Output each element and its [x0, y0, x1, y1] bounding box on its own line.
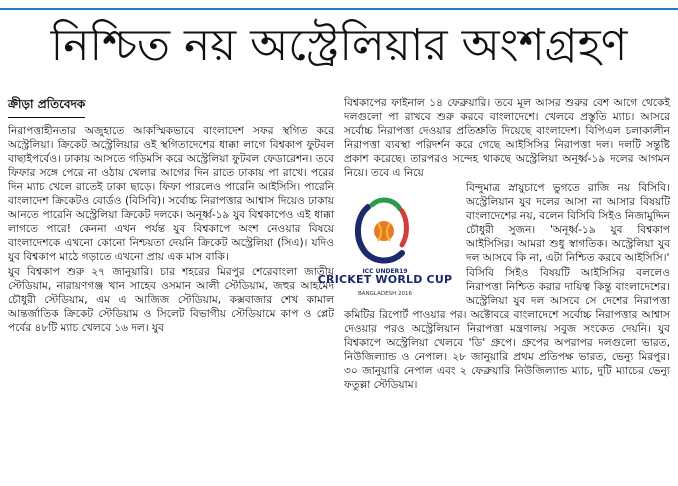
logo-text: CRICKET WORLD CUP [317, 273, 453, 286]
headline: নিশ্চিত নয় অস্ট্রেলিয়ার অংশগ্রহণ [50, 20, 628, 71]
article-column-left [8, 124, 334, 482]
paragraph: বিসিবি সিইও বিষয়টি আইসিসির বললেও নিরাপত্তা নিশ্চিত করার দায়িত্ব কিন্তু বাংলাদেশের। অস্ট্রেলিয়া যুব দল আসবে সে দেশের নিরাপত্তা কমিটির রিপোর্ট পাওয়ার পর। অক্টোবরে বাংলাদেশে সর্বোচ্চ নিরাপত্তার আশ্বাস দেওয়ার পরও অস্ট্রেলিয়ান নিরাপত্তা মন্ত্রণালয় সবুজ সংকেত দেয়নি। যুব বিশ্বকাপে অস্ট্রেলিয়া খেলবে 'ডি' গ্রুপে। গ্রুপের অপরাপর দলগুলো ভারত, নিউজিল্যান্ড ও নেপাল। ২৮ জানুয়ারি প্রথম প্রতিপক্ষ ভারত, ভেন্যু মিরপুর। ৩০ জানুয়ারি নেপাল এবং ২ ফেব্রুয়ারি নিউজিল্যান্ড ম্যাচ, দুটি ম্যাচের ভেন্যু ফতুল্লা স্টেডিয়াম। [344, 267, 670, 391]
logo-text: ICC UNDER19 [362, 268, 408, 275]
paragraph: নিরাপত্তাহীনতার অজুহাতে আকস্মিকভাবে বাংলাদেশ সফর স্থগিত করে অস্ট্রেলিয়া। ক্রিকেট অস্ট্রেলিয়ার ওই স্থগিতাদেশের ধাক্কা লাগে বিশ্বকাপ ফুটবল বাছাইপর্বেও। ঢাকায় আসতে গড়িমসি করে অস্ট্রেলিয়া ফুটবল ফেডারেশন। তবে ফিফার সঙ্গে পেরে না ওঠায় খেলার আগের দিন রাতে ঢাকায় পা রাখে। পরের দিন ম্যাচ খেলে রাতেই ঢাকা ছাড়ে। ফিফা পারলেও পারেনি আইসিসি। পারেনি বাংলাদেশ ক্রিকেটও বোর্ডও (বিসিবি)। সর্বোচ্চ নিরাপত্তার আশ্বাস দিয়েও ঢাকায় আনতে পারেনি অস্ট্রেলিয়া ক্রিকেট দলকে। অনূর্ধ্ব-১৯ যুব বিশ্বকাপেও এই ধাক্কা লাগতে পারে! কেননা এখন পর্যন্ত যুব বিশ্বকাপে অংশ নেওয়ার বিষয়ে বাংলাদেশকে এখনো কোনো নিশ্চয়তা দেয়নি ক্রিকেট অস্ট্রেলিয়া (সিএ)। যদিও যুব বিশ্বকাপ মাঠে গড়াতে এখনো প্রায় এক মাস বাকি। [8, 125, 334, 263]
paragraph: যুব বিশ্বকাপ শুরু ২৭ জানুয়ারি। চার শহরের মিরপুর শেরেবাংলা জাতীয় স্টেডিয়াম, নারায়ণগঞ্জ খান সাহেব ওসমান আলী স্টেডিয়াম, জহুর আহমেদ চৌধুরী স্টেডিয়াম, এম এ আজিজ স্টেডিয়াম, কক্সবাজার শেখ কামাল আন্তর্জাতিক ক্রিকেট স্টেডিয়াম ও সিলেট বিভাগীয় স্টেডিয়ামে কাপ ও প্লেট পর্বের ৪৮টি ম্যাচ খেলবে ১৬ দল। যুব [8, 266, 334, 334]
paragraph: বিন্দুমাত্র স্নায়ুচাপে ভুগতে রাজি নয় বিসিবি। অস্ট্রেলিয়ান যুব দলের আসা না আসার বিষয়টি বাংলাদেশের নয়, বলেন বিসিবি সিইও নিজামুদ্দিন চৌধুরী সুজন। 'অনূর্ধ্ব-১৯ যুব বিশ্বকাপ আইসিসির। আমরা শুধু স্বাগতিক। অস্ট্রেলিয়া যুব দল আসবে কি না, এটা নিশ্চিত করবে আইসিসি।' [466, 182, 671, 264]
top-rule [0, 0, 678, 10]
byline: ক্রীড়া প্রতিবেদক [8, 96, 85, 118]
world-cup-logo [310, 187, 460, 303]
article-column-right [317, 96, 671, 484]
logo-text: BANGLADESH 2016 [358, 291, 412, 297]
paragraph: বিশ্বকাপের ফাইনাল ১৪ ফেব্রুয়ারি। তবে মূল আসর শুরুর বেশ আগে থেকেই দলগুলো পা রাখবে শুরু করবে বাংলাদেশে। খেলবে প্রস্তুতি ম্যাচ। আসরে সর্বোচ্চ নিরাপত্তা দেওয়ার প্রতিশ্রুতি দিয়েছে বাংলাদেশ। বিপিএল চলাকালীন নিরাপত্তা ব্যবস্থা পরিদর্শন করে গেছে আইসিসির নিরাপত্তা দল। দলটি সন্তুষ্টি প্রকাশ করেছে। তারপরও সন্দেহ থাকছে অস্ট্রেলিয়া অনূর্ধ্ব-১৯ দলের আগমন নিয়ে। তবে এ নিয়ে [344, 97, 670, 179]
